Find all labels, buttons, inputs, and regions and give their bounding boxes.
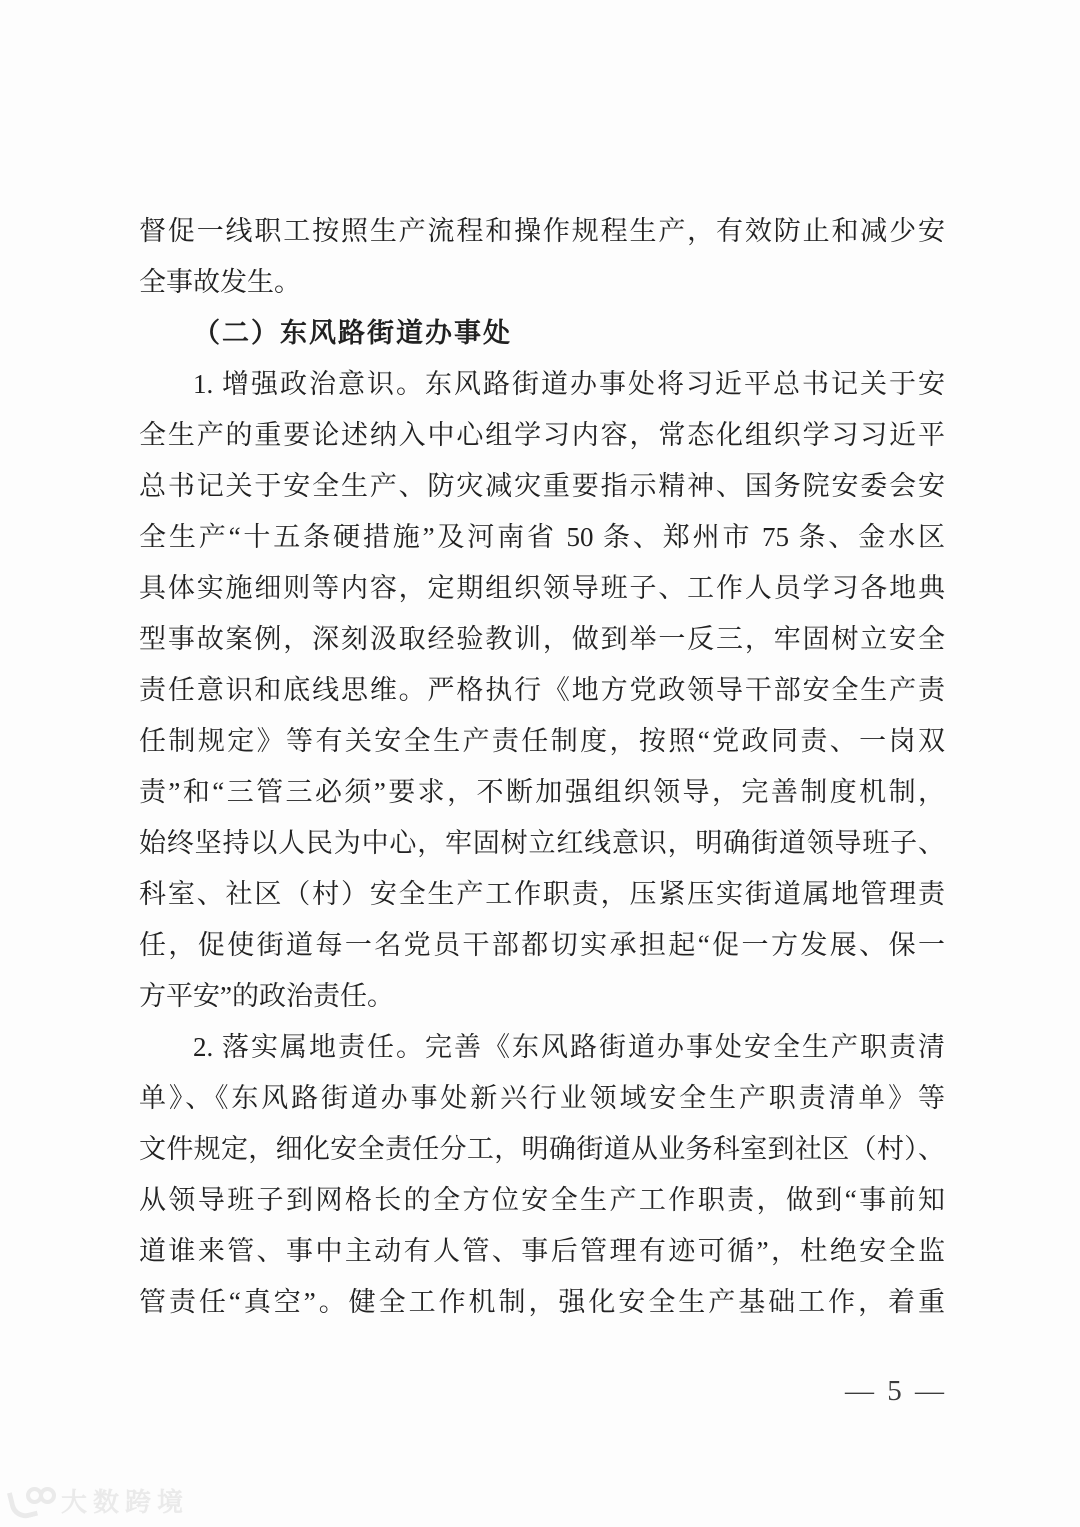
doc-line: 责”和“三管三必须”要求，不断加强组织领导，完善制度机制， [139,777,945,807]
doc-line: 文件规定，细化安全责任分工，明确街道从业务科室到社区（村）、 [139,1134,945,1164]
doc-line: 方平安”的政治责任。 [139,981,394,1011]
watermark-ring-shape [39,1487,56,1504]
doc-line: 责任意识和底线思维。严格执行《地方党政领导干部安全生产责 [139,675,945,705]
doc-line: 全生产的重要论述纳入中心组学习内容，常态化组织学习习近平 [139,420,945,450]
doc-line: 单》、《东风路街道办事处新兴行业领域安全生产职责清单》等 [139,1083,945,1113]
doc-line: 1. 增强政治意识。东风路街道办事处将习近平总书记关于安 [193,369,945,399]
doc-line: 管责任“真空”。健全工作机制，强化安全生产基础工作，着重 [139,1287,945,1317]
document-body [139,206,945,1328]
watermark-logo-icon [8,1484,52,1518]
doc-line: 型事故案例，深刻汲取经验教训，做到举一反三，牢固树立安全 [139,624,945,654]
doc-line: 任，促使街道每一名党员干部都切实承担起“促一方发展、保一 [139,930,945,960]
doc-line: 道谁来管、事中主动有人管、事后管理有迹可循”，杜绝安全监 [139,1236,945,1266]
section-heading: （二）东风路街道办事处 [193,318,512,348]
doc-line: 任制规定》等有关安全生产责任制度，按照“党政同责、一岗双 [139,726,945,756]
doc-line: 从领导班子到网格长的全方位安全生产工作职责，做到“事前知 [139,1185,945,1215]
doc-line: 具体实施细则等内容，定期组织领导班子、工作人员学习各地典 [139,573,945,603]
watermark-text: 大数跨境 [61,1487,190,1517]
doc-line: 总书记关于安全生产、防灾减灾重要指示精神、国务院安委会安 [139,471,945,501]
doc-line: 2. 落实属地责任。完善《东风路街道办事处安全生产职责清 [193,1032,945,1062]
page-number: — 5 — [845,1375,947,1407]
doc-line: 督促一线职工按照生产流程和操作规程生产，有效防止和减少安 [139,216,945,246]
doc-line: 始终坚持以人民为中心，牢固树立红线意识，明确街道领导班子、 [139,828,945,858]
doc-line: 全事故发生。 [139,267,301,297]
doc-line: 全生产“十五条硬措施”及河南省 50 条、郑州市 75 条、金水区 [139,522,945,552]
watermark [8,1482,189,1519]
doc-line: 科室、社区（村）安全生产工作职责，压紧压实街道属地管理责 [139,879,945,909]
